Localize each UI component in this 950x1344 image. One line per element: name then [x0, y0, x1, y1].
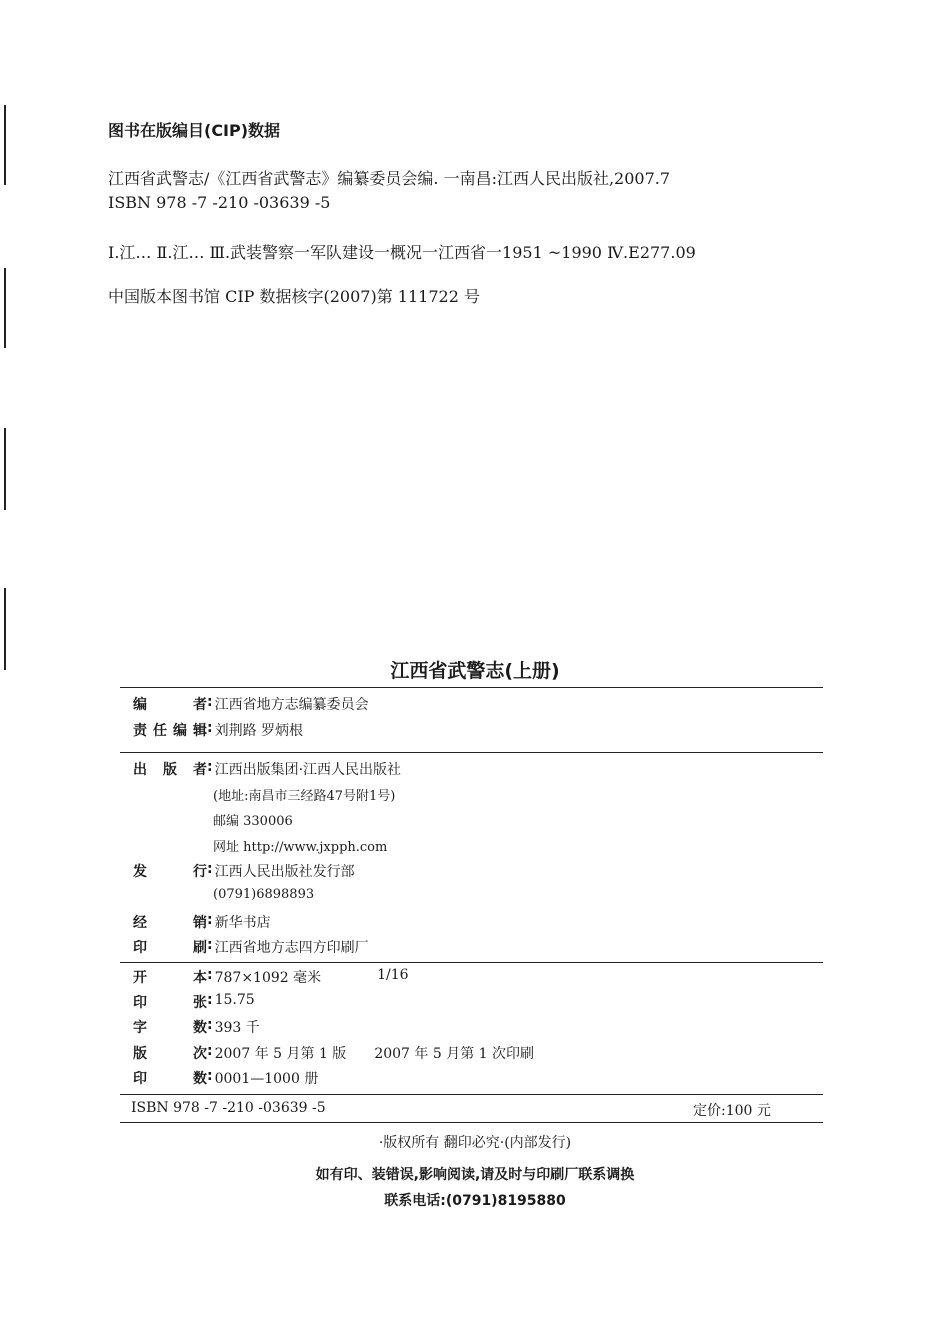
seller-label: 经销	[133, 915, 207, 931]
resp-editor-row: 责任编辑 : 刘荆路 罗炳根	[133, 720, 304, 739]
margin-mark-1	[4, 105, 6, 185]
seller-row: 经销 : 新华书店	[133, 912, 271, 931]
format-row: 开本 : 787×1092 毫米 1/16	[133, 967, 409, 986]
resp-editor-label: 责任编辑	[133, 723, 207, 739]
edition-extra: 2007 年 5 月第 1 次印刷	[374, 1046, 535, 1062]
distributor-phone: (0791)6898893	[213, 887, 315, 902]
resp-editor-value: 刘荆路 罗炳根	[214, 723, 304, 739]
rights-statement: ·版权所有 翻印必究·(内部发行)	[378, 1135, 572, 1151]
format-extra: 1/16	[377, 967, 409, 983]
seller-value: 新华书店	[214, 915, 271, 931]
margin-mark-2	[4, 268, 6, 348]
cip-line-4: 中国版本图书馆 CIP 数据核字(2007)第 111722 号	[108, 287, 480, 306]
editor-label: 编者	[133, 697, 207, 713]
format-value: 787×1092 毫米	[214, 970, 322, 986]
rule-top	[120, 687, 823, 688]
sheets-row: 印张 : 15.75	[133, 992, 255, 1011]
format-label: 开本	[133, 970, 207, 986]
copies-value: 0001—1000 册	[214, 1071, 319, 1087]
publisher-row: 出版者 : 江西出版集团·江西人民出版社	[133, 759, 402, 778]
isbn: ISBN 978 -7 -210 -03639 -5	[131, 1100, 326, 1116]
words-value: 393 千	[214, 1020, 260, 1036]
rule-3	[120, 962, 823, 963]
edition-row: 版次 : 2007 年 5 月第 1 版 2007 年 5 月第 1 次印刷	[133, 1043, 535, 1062]
cip-heading: 图书在版编目(CIP)数据	[108, 121, 281, 140]
words-label: 字数	[133, 1020, 207, 1036]
printer-label: 印刷	[133, 940, 207, 956]
sheets-value: 15.75	[214, 992, 255, 1008]
defect-notice: 如有印、装错误,影响阅读,请及时与印刷厂联系调换	[315, 1167, 635, 1183]
edition-label: 版次	[133, 1046, 207, 1062]
margin-mark-3	[4, 428, 6, 510]
publisher-address: (地址:南昌市三经路47号附1号)	[213, 789, 396, 804]
cip-line-3: Ⅰ.江… Ⅱ.江… Ⅲ.武装警察一军队建设一概况一江西省一1951 ~1990 Ⅳ.E277.09	[108, 243, 696, 262]
distributor-row: 发行 : 江西人民出版社发行部	[133, 861, 355, 880]
contact-phone: 联系电话:(0791)8195880	[384, 1193, 566, 1209]
editor-value: 江西省地方志编纂委员会	[214, 697, 369, 713]
rule-bottom	[120, 1122, 823, 1123]
price: 定价:100 元	[693, 1103, 771, 1119]
rule-2	[120, 752, 823, 753]
cip-line-1: 江西省武警志/《江西省武警志》编纂委员会编. 一南昌:江西人民出版社,2007.7	[108, 169, 671, 188]
edition-value: 2007 年 5 月第 1 版	[214, 1046, 347, 1062]
publisher-website: 网址 http://www.jxpph.com	[213, 840, 388, 855]
publisher-label: 出版者	[133, 762, 207, 778]
distributor-label: 发行	[133, 864, 207, 880]
publisher-value: 江西出版集团·江西人民出版社	[214, 762, 402, 778]
rule-4	[120, 1094, 823, 1095]
words-row: 字数 : 393 千	[133, 1017, 260, 1036]
printer-row: 印刷 : 江西省地方志四方印刷厂	[133, 937, 369, 956]
sheets-label: 印张	[133, 995, 207, 1011]
editor-row: 编者 : 江西省地方志编纂委员会	[133, 694, 369, 713]
cip-line-2: ISBN 978 -7 -210 -03639 -5	[108, 193, 331, 212]
copies-row: 印数 : 0001—1000 册	[133, 1068, 319, 1087]
distributor-value: 江西人民出版社发行部	[214, 864, 355, 880]
publisher-postcode: 邮编 330006	[213, 814, 293, 829]
printer-value: 江西省地方志四方印刷厂	[214, 940, 369, 956]
book-title: 江西省武警志(上册)	[390, 660, 560, 682]
copies-label: 印数	[133, 1071, 207, 1087]
